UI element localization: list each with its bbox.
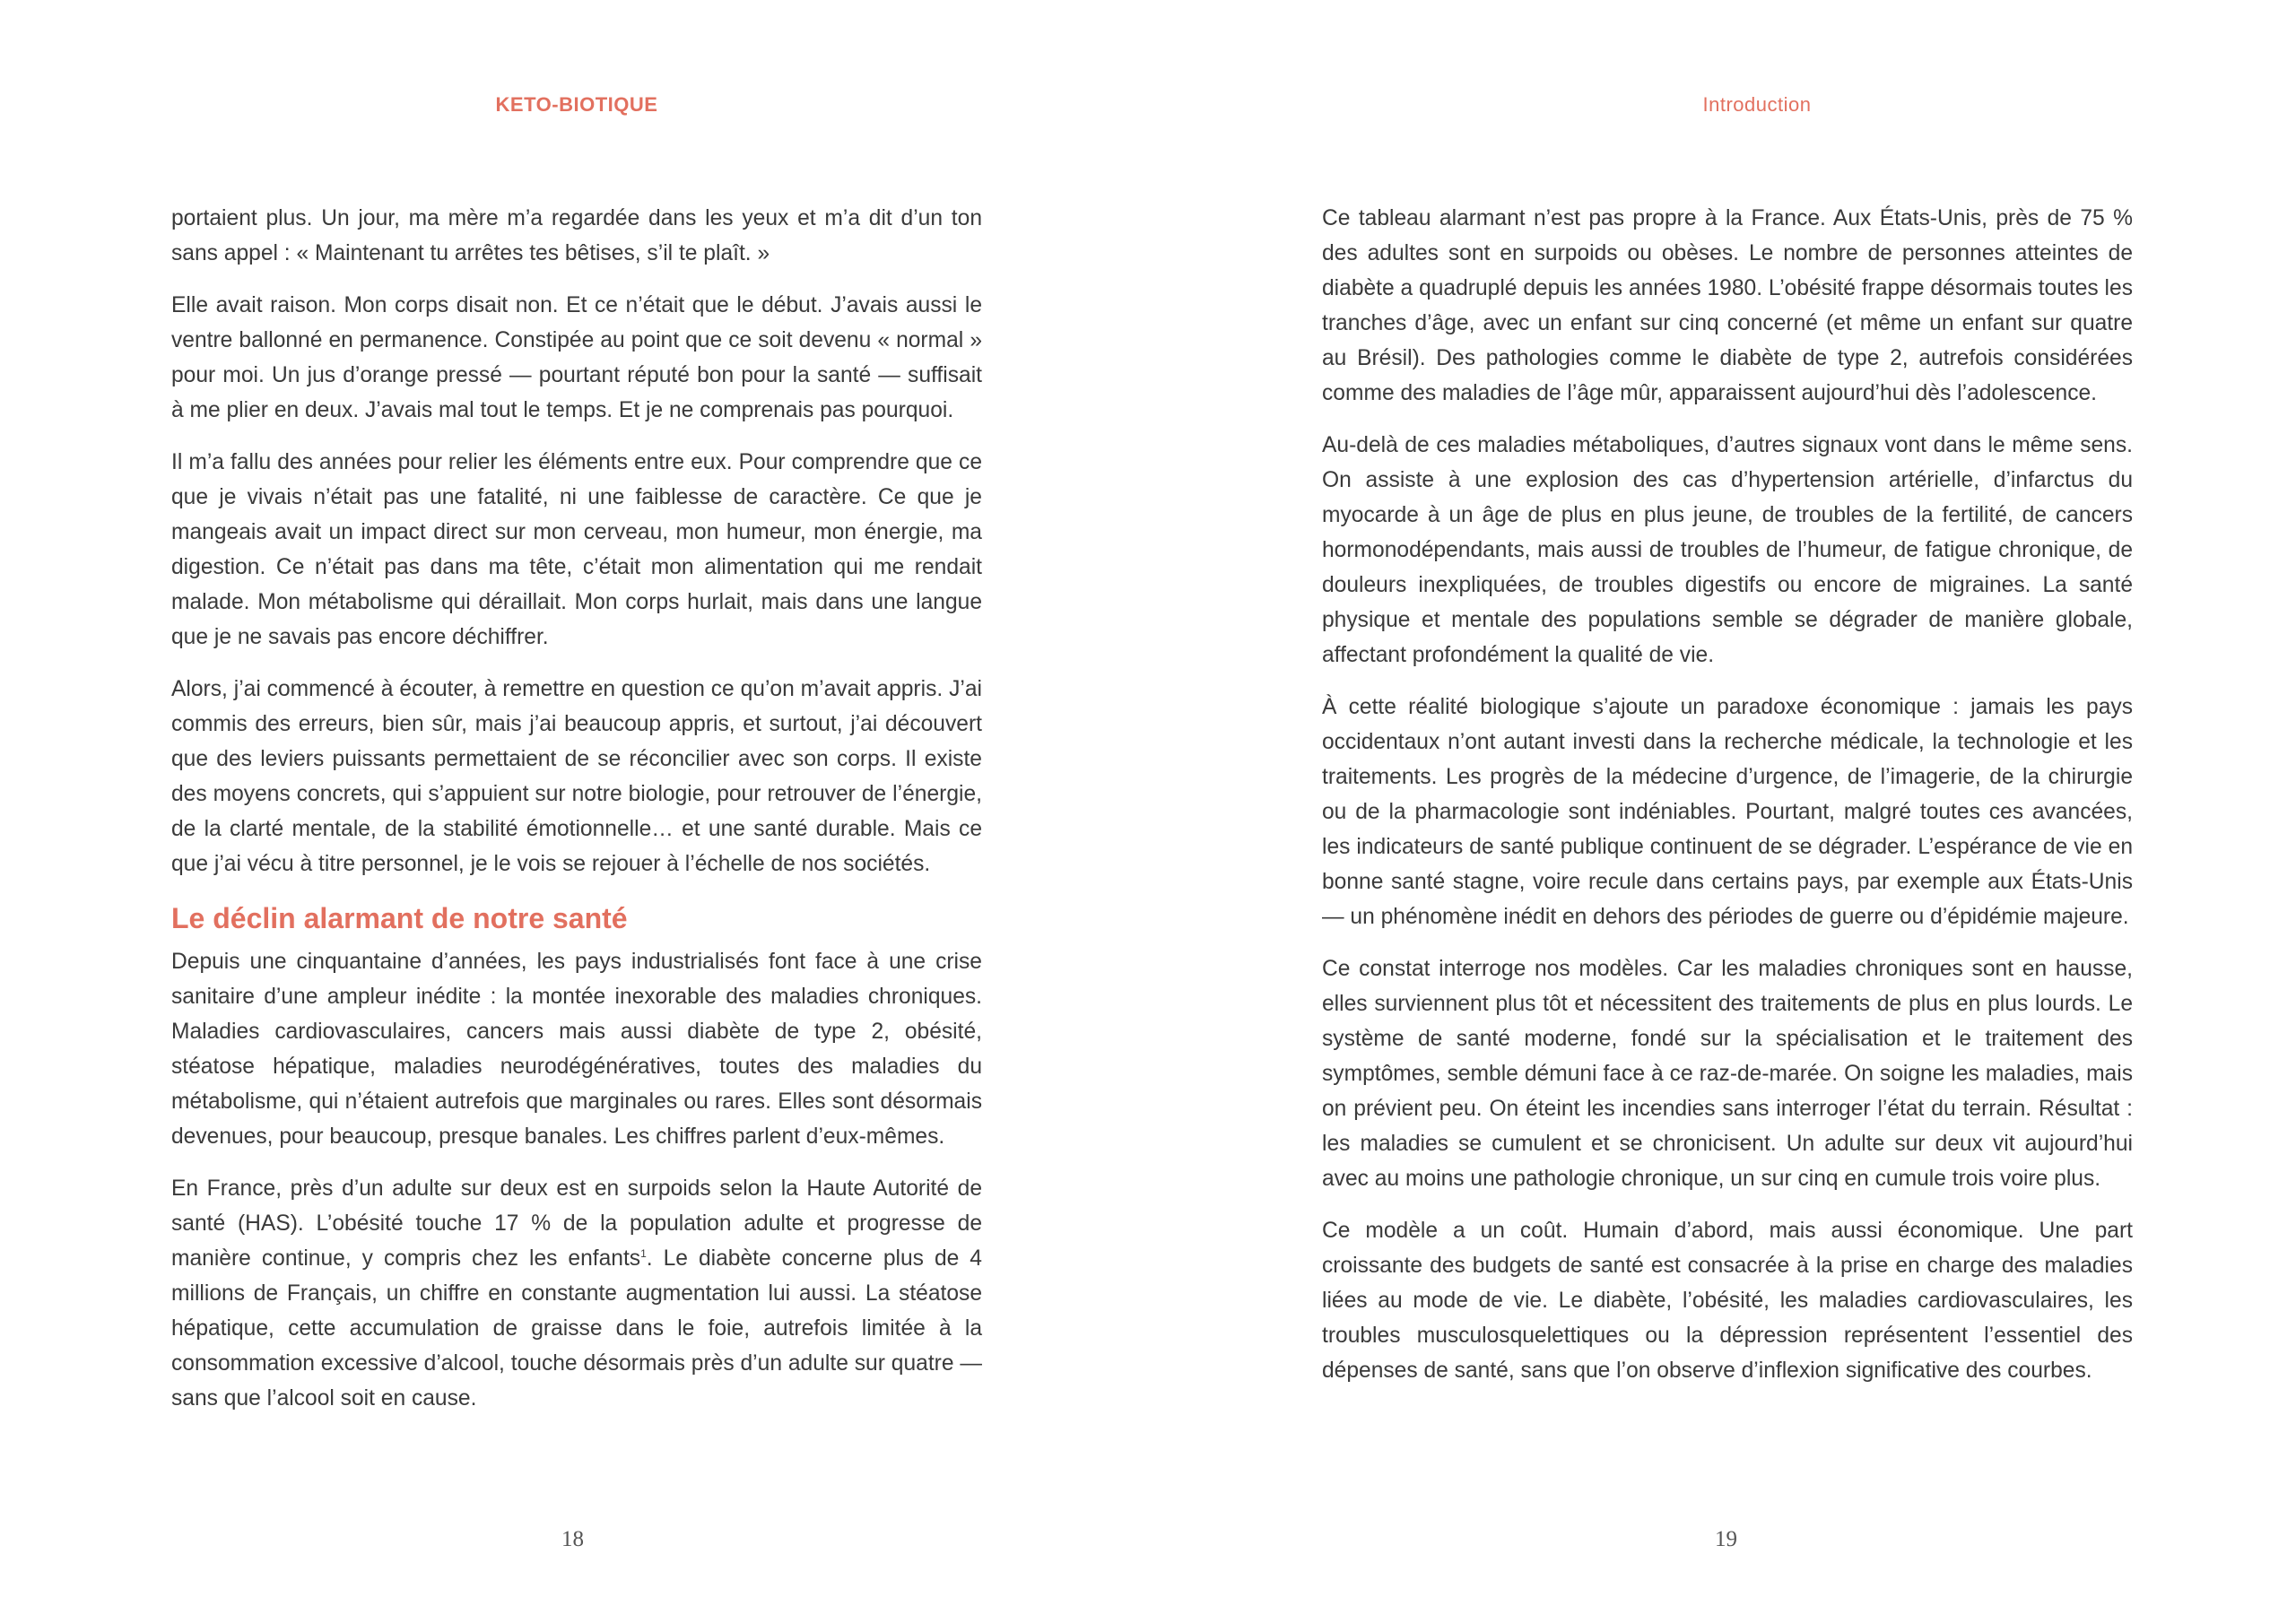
paragraph-text: . Le diabète concerne plus de 4 millions de Français, un chiffre en constante augmentation lui aussi. La stéatose hépatique, cette accumulation de graisse dans le foie, autrefois limitée à la consommation excessive d’alcool, touche désormais près d’un adulte sur quatre — sans que l’alcool soit en cause. (171, 1246, 982, 1411)
paragraph: Ce constat interroge nos modèles. Car les maladies chroniques sont en hausse, elles surviennent plus tôt et nécessitent des traitements de plus en plus lourds. Le système de santé moderne, fondé sur la spécialisation et le traitement des symptômes, semble démuni face à ce raz-de-marée. On soigne les maladies, mais on prévient peu. On éteint les incendies sans interroger l’état du terrain. Résultat : les maladies se cumulent et se chronicisent. Un adulte sur deux vit aujourd’hui avec au moins une pathologie chronique, un sur cinq en cumule trois voire plus. (1322, 957, 2133, 1191)
paragraph: Il m’a fallu des années pour relier les éléments entre eux. Pour comprendre que ce que je vivais n’était pas une fatalité, ni une faiblesse de caractère. Ce que je mangeais avait un impact direct sur mon cerveau, mon humeur, mon énergie, ma digestion. Ce n’était pas dans ma tête, c’était mon alimentation qui me rendait malade. Mon métabolisme qui déraillait. Mon corps hurlait, mais dans une langue que je ne savais pas encore déchiffrer. (171, 450, 982, 649)
paragraph: portaient plus. Un jour, ma mère m’a regardée dans les yeux et m’a dit d’un ton sans appel : « Maintenant tu arrêtes tes bêtises, s’il te plaît. » (171, 206, 982, 265)
left-page-body (171, 201, 982, 1433)
paragraph-text: En France, près d’un adulte sur deux est en surpoids selon la Haute Autorité de santé (HAS). L’obésité touche 17 % de la population adulte et progresse de manière continue, y compris chez les enfants (171, 1176, 982, 1271)
paragraph: À cette réalité biologique s’ajoute un paradoxe économique : jamais les pays occidentaux n’ont autant investi dans la recherche médicale, la technologie et les traitements. Les progrès de la médecine d’urgence, de l’imagerie, de la chirurgie ou de la pharmacologie sont indéniables. Pourtant, malgré toutes ces avancées, les indicateurs de santé publique continuent de se dégrader. L’espérance de vie en bonne santé stagne, voire recule dans certains pays, par exemple aux États-Unis — un phénomène inédit en dehors des périodes de guerre ou d’épidémie majeure. (1322, 695, 2133, 929)
right-page-body (1322, 201, 2133, 1405)
paragraph: Au-delà de ces maladies métaboliques, d’autres signaux vont dans le même sens. On assiste à une explosion des cas d’hypertension artérielle, d’infarctus du myocarde à un âge de plus en plus jeune, de troubles de la fertilité, de cancers hormonodépendants, mais aussi de troubles de l’humeur, de fatigue chronique, de douleurs inexpliquées, de troubles digestifs ou encore de migraines. La santé physique et mentale des populations semble se dégrader de manière globale, affectant profondément la qualité de vie. (1322, 433, 2133, 667)
paragraph-with-footnote (171, 1171, 982, 1416)
paragraph: Ce tableau alarmant n’est pas propre à la France. Aux États-Unis, près de 75 % des adultes sont en surpoids ou obèses. Le nombre de personnes atteintes de diabète a quadruplé depuis les années 1980. L’obésité frappe désormais toutes les tranches d’âge, avec un enfant sur cinq concerné (et même un enfant sur quatre au Brésil). Des pathologies comme le diabète de type 2, autrefois considérées comme des maladies de l’âge mûr, apparaissent aujourd’hui dès l’adolescence. (1322, 206, 2133, 405)
paragraph: Alors, j’ai commencé à écouter, à remettre en question ce qu’on m’avait appris. J’ai commis des erreurs, bien sûr, mais j’ai beaucoup appris, et surtout, j’ai découvert que des leviers puissants permettaient de se réconcilier avec son corps. Il existe des moyens concrets, qui s’appuient sur notre biologie, pour retrouver de l’énergie, de la clarté mentale, de la stabilité émotionnelle… et une santé durable. Mais ce que j’ai vécu à titre personnel, je le vois se rejouer à l’échelle de nos sociétés. (171, 677, 982, 876)
paragraph: Elle avait raison. Mon corps disait non. Et ce n’était que le début. J’avais aussi le ventre ballonné en permanence. Constipée au point que ce soit devenu « normal » pour moi. Un jus d’orange pressé — pourtant réputé bon pour la santé — suffisait à me plier en deux. J’avais mal tout le temps. Et je ne comprenais pas pourquoi. (171, 293, 982, 422)
section-heading: Le déclin alarmant de notre santé (171, 902, 628, 934)
paragraph: Ce modèle a un coût. Humain d’abord, mais aussi économique. Une part croissante des budgets de santé est consacrée à la prise en charge des maladies liées au mode de vie. Le diabète, l’obésité, les maladies cardiovasculaires, les troubles musculosquelettiques ou la dépression représentent l’essentiel des dépenses de santé, sans que l’on observe d’inflexion significative des courbes. (1322, 1219, 2133, 1383)
footnote-marker: 1 (640, 1246, 647, 1260)
right-page (1148, 0, 2296, 1606)
running-head-book-title: KETO-BIOTIQUE (495, 93, 658, 116)
page-number: 19 (1715, 1527, 1737, 1551)
page-number: 18 (561, 1527, 584, 1551)
running-head-chapter-title: Introduction (1702, 93, 1812, 116)
paragraph: Depuis une cinquantaine d’années, les pays industrialisés font face à une crise sanitaire d’une ampleur inédite : la montée inexorable des maladies chroniques. Maladies cardiovasculaires, cancers mais aussi diabète de type 2, obésité, stéatose hépatique, maladies neurodégénératives, toutes des maladies du métabolisme, qui n’étaient autrefois que marginales ou rares. Elles sont désormais devenues, pour beaucoup, presque banales. Les chiffres parlent d’eux-mêmes. (171, 950, 982, 1149)
